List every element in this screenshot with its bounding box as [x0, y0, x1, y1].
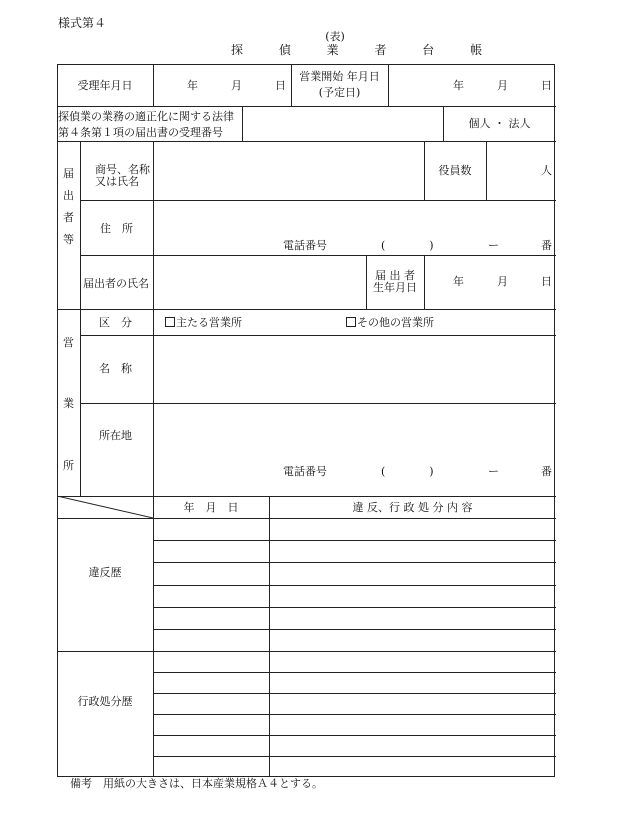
- birth-label-1: 届 出 者: [375, 269, 415, 282]
- row-divider: [80, 200, 556, 201]
- history-row-line: [153, 562, 556, 563]
- address-phone-paren: ( ): [381, 239, 434, 252]
- birth-date-value[interactable]: 年 月 日: [453, 275, 552, 288]
- col-divider: [153, 309, 154, 777]
- officers-label: 役員数: [438, 164, 472, 177]
- col-divider: [80, 141, 81, 309]
- main-office-checkbox[interactable]: [165, 317, 175, 327]
- violation-history-label: 違反歴: [88, 566, 122, 579]
- office-name-label: 名 称: [99, 362, 132, 375]
- col-divider: [80, 309, 81, 496]
- address-phone-unit: 番: [541, 239, 552, 252]
- office-phone-label: 電話番号: [283, 465, 327, 478]
- col-divider: [242, 106, 243, 141]
- address-phone-label: 電話番号: [283, 239, 327, 252]
- history-row-line: [153, 672, 556, 673]
- office-phone-dash: ー: [488, 465, 499, 478]
- office-side-label-3: 所: [63, 459, 74, 472]
- row-divider: [80, 335, 556, 336]
- accept-date-value[interactable]: 年 月 日: [187, 79, 286, 92]
- history-row-line: [153, 693, 556, 694]
- history-row-line: [153, 756, 556, 757]
- applicant-side-label: 届 出 者 等: [63, 167, 74, 246]
- birth-label-2: 生年月日: [373, 281, 417, 294]
- page-title: 探 偵 業 者 台 帳: [231, 43, 483, 57]
- history-date-header: 年 月 日: [183, 501, 239, 514]
- start-date-label: 営業開始 年月日: [299, 70, 380, 83]
- applicant-name-label: 届出者の氏名: [83, 277, 149, 290]
- col-divider: [269, 496, 270, 777]
- officers-unit: 人: [541, 164, 552, 177]
- form-number: 様式第４: [58, 16, 107, 30]
- trade-name-label-2: 又は氏名: [95, 175, 139, 188]
- reg-number-label-1: 探偵業の業務の適正化に関する法律: [58, 110, 234, 123]
- history-row-line: [153, 585, 556, 586]
- office-kubun-label: 区 分: [99, 316, 132, 329]
- office-phone-paren: ( ): [381, 465, 434, 478]
- footer-note: 備考 用紙の大きさは、日本産業規格Ａ４とする。: [70, 777, 323, 790]
- row-divider: [57, 651, 556, 652]
- row-divider: [57, 309, 556, 310]
- trade-name-label-1: 商号、名称: [95, 163, 150, 176]
- history-content-header: 違 反、行 政 処 分 内 容: [352, 501, 473, 514]
- side-indicator: (表): [325, 30, 345, 43]
- accept-date-label: 受理年月日: [77, 79, 133, 92]
- entity-type-selector[interactable]: 個人 ・ 法人: [468, 117, 531, 130]
- other-office-checkbox[interactable]: [346, 317, 356, 327]
- history-row-line: [153, 607, 556, 608]
- address-phone-dash: ー: [488, 239, 499, 252]
- office-side-label-2: 業: [63, 397, 74, 410]
- other-office-option[interactable]: その他の営業所: [346, 316, 434, 330]
- history-row-line: [153, 714, 556, 715]
- col-divider: [153, 141, 154, 309]
- address-label: 住 所: [100, 222, 133, 235]
- history-row-line: [153, 540, 556, 541]
- main-office-option[interactable]: 主たる営業所: [165, 316, 242, 330]
- start-date-value[interactable]: 年 月 日: [453, 79, 552, 92]
- office-phone-unit: 番: [541, 465, 552, 478]
- start-date-sublabel: (予定日): [318, 86, 361, 99]
- history-row-line: [153, 629, 556, 630]
- admin-history-label: 行政処分歴: [77, 695, 133, 708]
- row-divider: [80, 403, 556, 404]
- reg-number-label-2: 第４条第１項の届出書の受理番号: [58, 126, 223, 139]
- corner-diagonal: [57, 496, 153, 518]
- row-divider: [57, 106, 556, 107]
- office-side-label-1: 営: [63, 336, 74, 349]
- history-row-line: [153, 735, 556, 736]
- row-divider: [80, 255, 556, 256]
- office-location-label: 所在地: [99, 429, 132, 442]
- row-divider: [57, 518, 556, 519]
- row-divider: [57, 141, 556, 142]
